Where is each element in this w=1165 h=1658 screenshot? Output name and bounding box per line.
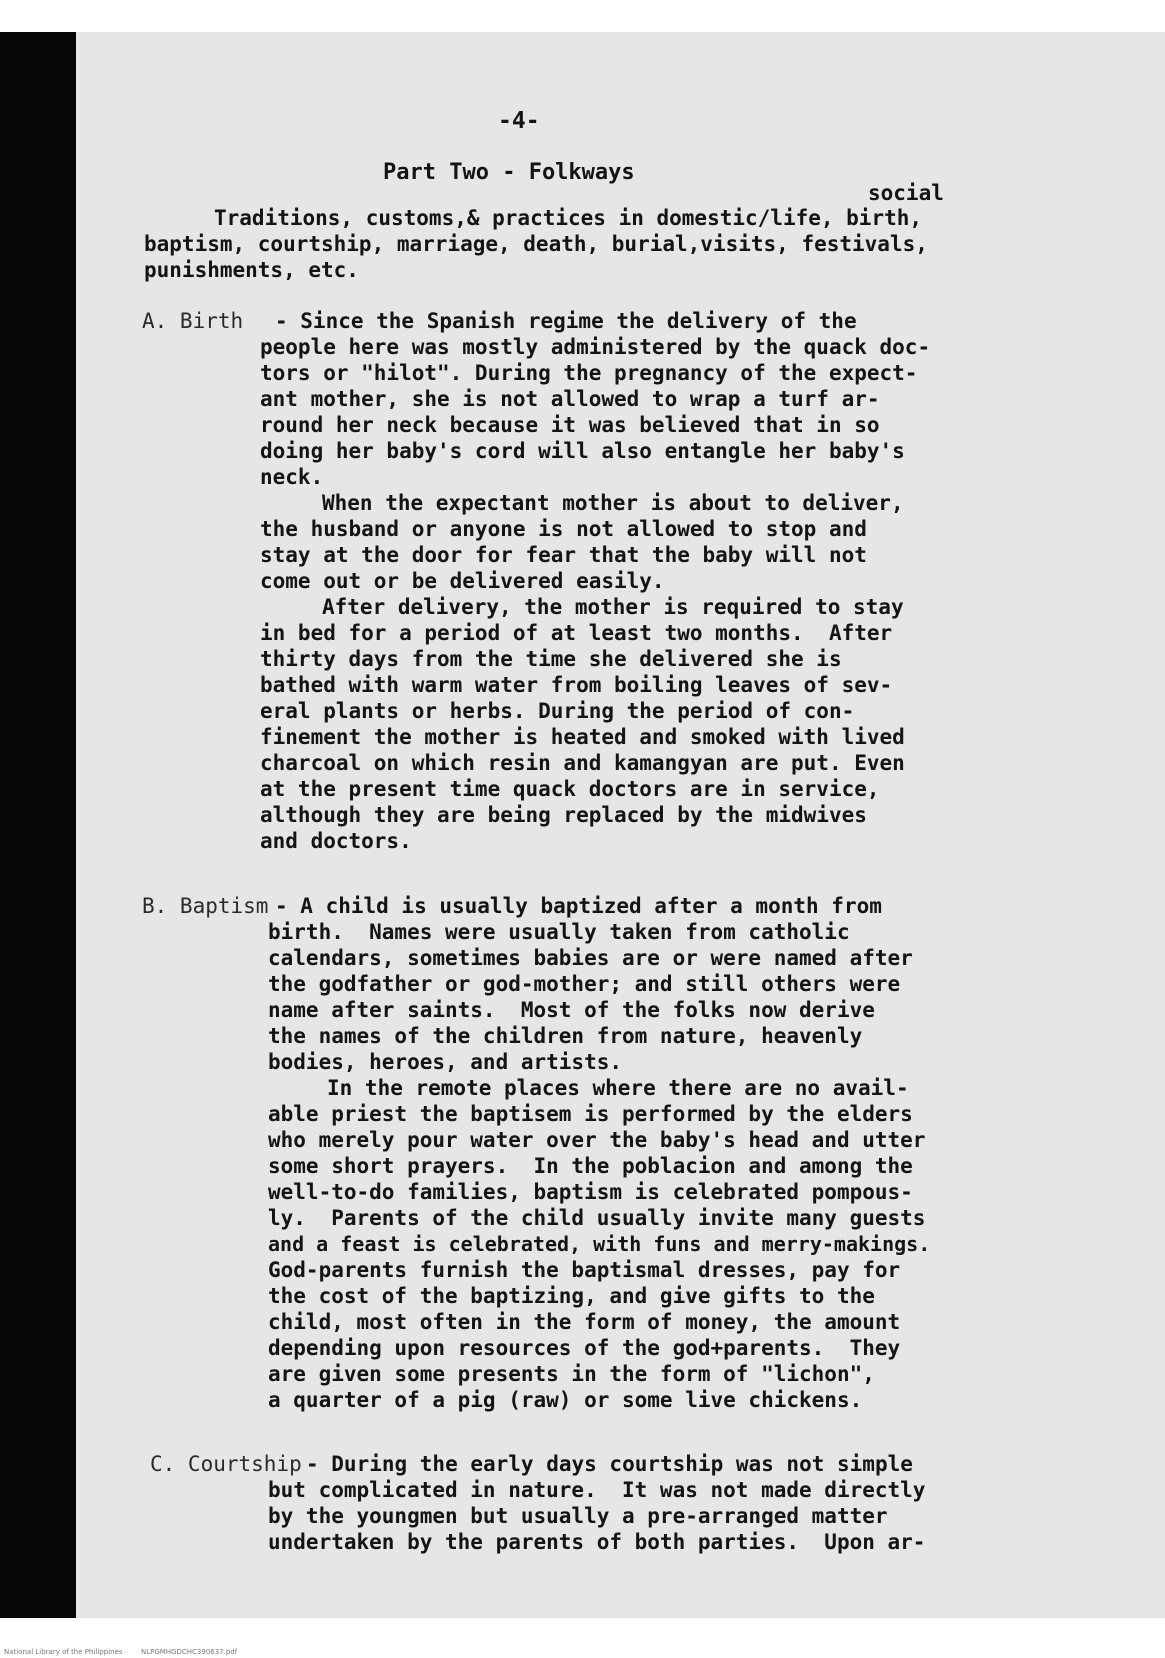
baptism-line: able priest the baptisem is performed by the elders: [268, 1102, 913, 1126]
baptism-line: well-to-do families, baptism is celebrated pompous-: [268, 1180, 913, 1204]
birth-line: doing her baby's cord will also entangle her baby's: [260, 439, 905, 463]
baptism-line: calendars, sometimes babies are or were named after: [268, 946, 913, 970]
section-label-baptism: B. Baptism: [142, 894, 269, 918]
birth-line: After delivery, the mother is required to stay: [322, 595, 904, 619]
page-title: Part Two - Folkways: [383, 160, 635, 185]
birth-line: come out or be delivered easily.: [260, 569, 665, 593]
intro-line-1: Traditions, customs,& practices in domestic/life, birth,: [214, 206, 923, 230]
courtship-line: but complicated in nature. It was not made directly: [268, 1478, 926, 1502]
baptism-line: some short prayers. In the poblacion and among the: [268, 1154, 913, 1178]
birth-line: neck.: [260, 465, 324, 489]
birth-line: tors or "hilot". During the pregnancy of the expect-: [260, 361, 918, 385]
baptism-line: birth. Names were usually taken from catholic: [268, 920, 850, 944]
baptism-line: name after saints. Most of the folks now derive: [268, 998, 875, 1022]
baptism-line: and a feast is celebrated, with funs and merry-makings.: [268, 1232, 931, 1256]
baptism-line: a quarter of a pig (raw) or some live chickens.: [268, 1388, 863, 1412]
baptism-line: the names of the children from nature, heavenly: [268, 1024, 863, 1048]
baptism-line: child, most often in the form of money, the amount: [268, 1310, 901, 1334]
birth-line: finement the mother is heated and smoked with lived: [260, 725, 905, 749]
baptism-line: God-parents furnish the baptismal dresses, pay for: [268, 1258, 901, 1282]
birth-line: the husband or anyone is not allowed to stop and: [260, 517, 867, 541]
birth-line: in bed for a period of at least two months. After: [260, 621, 893, 645]
section-label-courtship: C. Courtship: [150, 1452, 302, 1476]
baptism-line: who merely pour water over the baby's head and utter: [268, 1128, 926, 1152]
birth-line: thirty days from the time she delivered she is: [260, 647, 842, 671]
birth-line: bathed with warm water from boiling leaves of sev-: [260, 673, 893, 697]
baptism-line: ly. Parents of the child usually invite many guests: [268, 1206, 926, 1230]
birth-line: round her neck because it was believed that in so: [260, 413, 880, 437]
birth-line: although they are being replaced by the midwives: [260, 803, 867, 827]
footer-caption: [4, 1648, 237, 1656]
baptism-line: - A child is usually baptized after a month from: [275, 894, 882, 918]
scan-edge-shadow: [0, 32, 76, 1618]
footer-file: NLPGMHGDCHC390637.pdf: [140, 1648, 238, 1656]
courtship-line: undertaken by the parents of both parties. Upon ar-: [268, 1530, 926, 1554]
footer-library: National Library of the Philippines: [4, 1648, 123, 1656]
intro-line-2: baptism, courtship, marriage, death, burial,visits, festivals,: [144, 232, 928, 256]
baptism-line: bodies, heroes, and artists.: [268, 1050, 623, 1074]
courtship-line: by the youngmen but usually a pre-arranged matter: [268, 1504, 888, 1528]
birth-line: eral plants or herbs. During the period of con-: [260, 699, 855, 723]
birth-line: ant mother, she is not allowed to wrap a turf ar-: [260, 387, 880, 411]
insertion-social: social: [868, 181, 944, 205]
birth-line: at the present time quack doctors are in service,: [260, 777, 880, 801]
baptism-line: the cost of the baptizing, and give gifts to the: [268, 1284, 875, 1308]
intro-line-3: punishments, etc.: [144, 258, 359, 282]
courtship-line: - During the early days courtship was not simple: [306, 1452, 913, 1476]
birth-line: and doctors.: [260, 829, 412, 853]
baptism-line: depending upon resources of the god+parents. They: [268, 1336, 901, 1360]
birth-line: charcoal on which resin and kamangyan are put. Even: [260, 751, 905, 775]
baptism-line: In the remote places where there are no avail-: [327, 1076, 909, 1100]
baptism-line: the godfather or god-mother; and still others were: [268, 972, 901, 996]
baptism-line: are given some presents in the form of "lichon",: [268, 1362, 875, 1386]
birth-line: - Since the Spanish regime the delivery of the: [275, 309, 857, 333]
birth-line: stay at the door for fear that the baby will not: [260, 543, 867, 567]
birth-line: people here was mostly administered by the quack doc-: [260, 335, 931, 359]
birth-line: When the expectant mother is about to deliver,: [322, 491, 904, 515]
section-label-birth: A. Birth: [142, 309, 244, 333]
page-number: -4-: [498, 108, 540, 134]
